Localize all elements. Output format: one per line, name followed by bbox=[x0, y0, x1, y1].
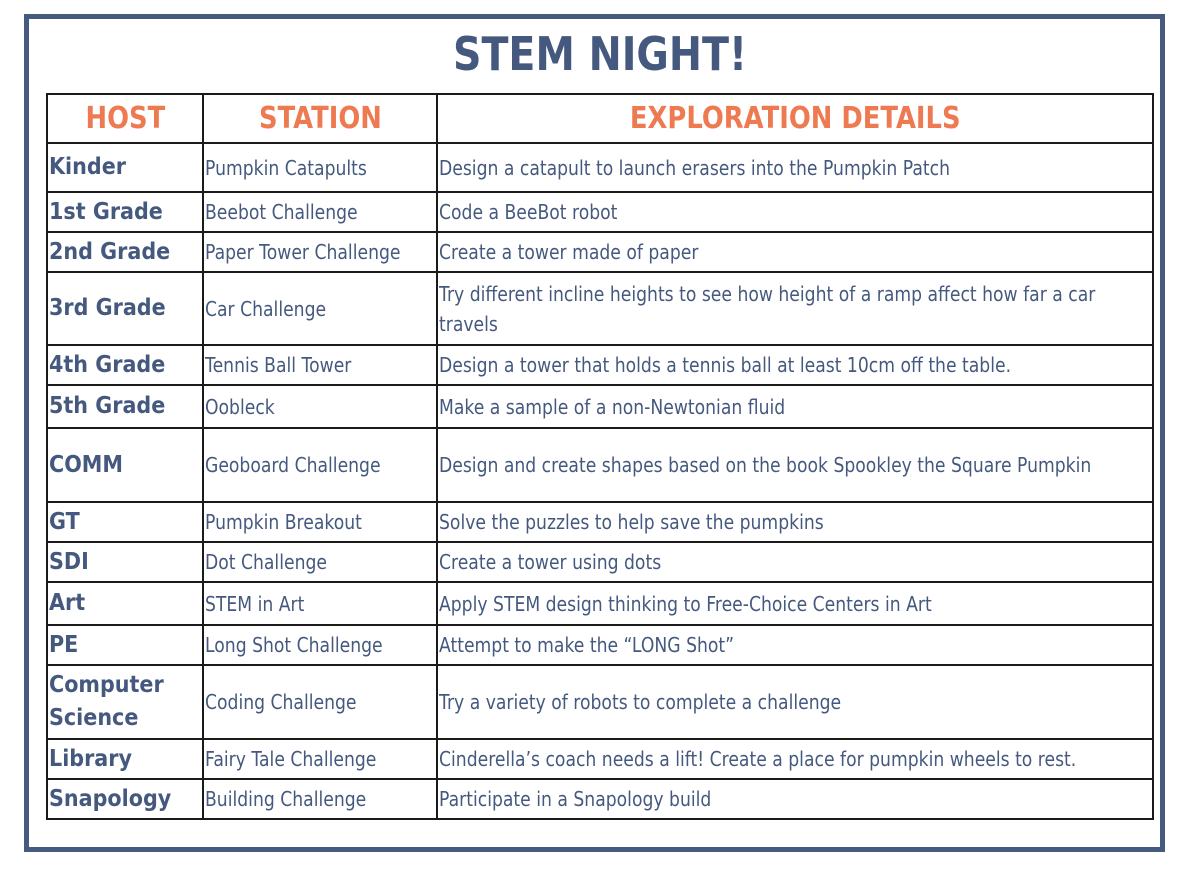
table-header-row bbox=[47, 94, 1153, 143]
host-cell: COMM bbox=[47, 428, 203, 502]
station-cell: Oobleck bbox=[203, 385, 437, 428]
table-row bbox=[47, 428, 1153, 502]
host-cell: GT bbox=[47, 502, 203, 542]
station-cell: Pumpkin Breakout bbox=[203, 502, 437, 542]
column-header-station: STATION bbox=[203, 94, 437, 143]
details-cell: Design and create shapes based on the book Spookley the Square Pumpkin bbox=[437, 428, 1153, 502]
host-cell: Computer Science bbox=[47, 665, 203, 739]
station-cell: Dot Challenge bbox=[203, 542, 437, 582]
station-cell: Car Challenge bbox=[203, 272, 437, 345]
details-cell: Try a variety of robots to complete a challenge bbox=[437, 665, 1153, 739]
station-cell: Fairy Tale Challenge bbox=[203, 739, 437, 779]
details-cell: Make a sample of a non-Newtonian fluid bbox=[437, 385, 1153, 428]
table-row bbox=[47, 143, 1153, 192]
page-title: STEM NIGHT! bbox=[452, 27, 748, 81]
station-cell: Pumpkin Catapults bbox=[203, 143, 437, 192]
host-cell: 4th Grade bbox=[47, 345, 203, 385]
table-row bbox=[47, 739, 1153, 779]
details-cell: Design a catapult to launch erasers into the Pumpkin Patch bbox=[437, 143, 1153, 192]
details-cell: Cinderella’s coach needs a lift! Create a place for pumpkin wheels to rest. bbox=[437, 739, 1153, 779]
host-cell: 5th Grade bbox=[47, 385, 203, 428]
station-cell: Geoboard Challenge bbox=[203, 428, 437, 502]
host-cell: Art bbox=[47, 582, 203, 625]
table-row bbox=[47, 272, 1153, 345]
table-row bbox=[47, 625, 1153, 665]
details-cell: Solve the puzzles to help save the pumpkins bbox=[437, 502, 1153, 542]
table-row bbox=[47, 385, 1153, 428]
host-cell: Kinder bbox=[47, 143, 203, 192]
host-cell: 1st Grade bbox=[47, 192, 203, 232]
host-cell: Library bbox=[47, 739, 203, 779]
details-cell: Apply STEM design thinking to Free-Choice Centers in Art bbox=[437, 582, 1153, 625]
station-cell: Building Challenge bbox=[203, 779, 437, 819]
host-cell: PE bbox=[47, 625, 203, 665]
details-cell: Participate in a Snapology build bbox=[437, 779, 1153, 819]
host-cell: 2nd Grade bbox=[47, 232, 203, 272]
host-cell: SDI bbox=[47, 542, 203, 582]
table-row bbox=[47, 345, 1153, 385]
table-row bbox=[47, 779, 1153, 819]
table-row bbox=[47, 192, 1153, 232]
column-header-details: EXPLORATION DETAILS bbox=[437, 94, 1153, 143]
station-cell: Tennis Ball Tower bbox=[203, 345, 437, 385]
details-cell: Create a tower made of paper bbox=[437, 232, 1153, 272]
column-header-host: HOST bbox=[47, 94, 203, 143]
station-cell: Coding Challenge bbox=[203, 665, 437, 739]
stations-table bbox=[46, 93, 1154, 820]
table-row bbox=[47, 665, 1153, 739]
station-cell: Paper Tower Challenge bbox=[203, 232, 437, 272]
station-cell: Beebot Challenge bbox=[203, 192, 437, 232]
table-row bbox=[47, 232, 1153, 272]
details-cell: Code a BeeBot robot bbox=[437, 192, 1153, 232]
station-cell: STEM in Art bbox=[203, 582, 437, 625]
details-cell: Attempt to make the “LONG Shot” bbox=[437, 625, 1153, 665]
details-cell: Design a tower that holds a tennis ball at least 10cm off the table. bbox=[437, 345, 1153, 385]
details-cell: Try different incline heights to see how height of a ramp affect how far a car travels bbox=[437, 272, 1153, 345]
table-row bbox=[47, 582, 1153, 625]
table-row bbox=[47, 542, 1153, 582]
station-cell: Long Shot Challenge bbox=[203, 625, 437, 665]
details-cell: Create a tower using dots bbox=[437, 542, 1153, 582]
table-row bbox=[47, 502, 1153, 542]
host-cell: Snapology bbox=[47, 779, 203, 819]
host-cell: 3rd Grade bbox=[47, 272, 203, 345]
